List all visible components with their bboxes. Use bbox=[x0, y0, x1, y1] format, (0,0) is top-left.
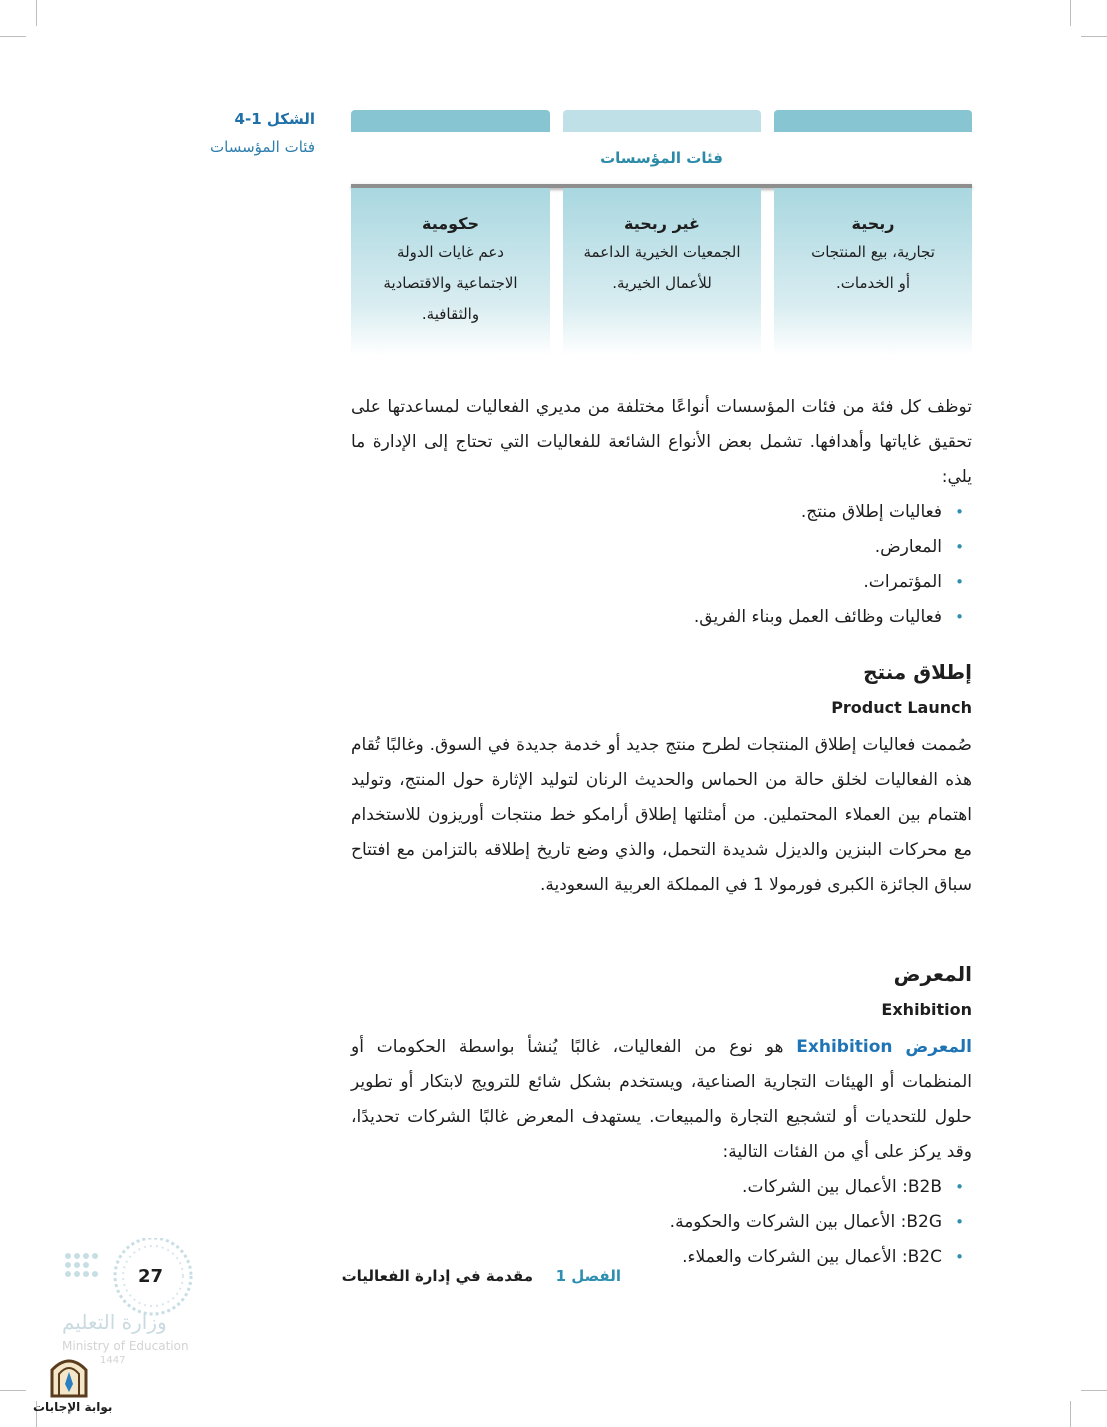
diagram-header-band bbox=[351, 132, 972, 190]
bullet-icon: • bbox=[955, 573, 964, 591]
category-profit bbox=[774, 188, 972, 356]
section-heading-ar: المعرض bbox=[893, 962, 972, 986]
section-heading-en: Exhibition bbox=[881, 1000, 972, 1019]
category-line: تجارية، بيع المنتجات bbox=[811, 243, 935, 261]
category-government bbox=[351, 188, 550, 356]
category-line: أو الخدمات. bbox=[836, 274, 910, 292]
category-line: الجمعيات الخيرية الداعمة bbox=[583, 243, 741, 261]
section-heading-en: Product Launch bbox=[831, 698, 972, 717]
ministry-name-en: Ministry of Education bbox=[62, 1339, 189, 1353]
portal-label: بوابة الإجابات bbox=[33, 1400, 113, 1414]
bullet-icon: • bbox=[955, 608, 964, 626]
figure-caption bbox=[150, 108, 315, 164]
organization-categories-diagram bbox=[351, 110, 972, 360]
list-item: • B2G: الأعمال بين الشركات والحكومة. bbox=[670, 1205, 972, 1240]
list-item: • فعاليات إطلاق منتج. bbox=[694, 495, 972, 530]
list-item: • B2B: الأعمال بين الشركات. bbox=[670, 1170, 972, 1205]
page-number: 27 bbox=[138, 1266, 164, 1287]
crop-mark bbox=[1070, 0, 1071, 26]
ministry-year: 1447 bbox=[100, 1355, 126, 1366]
crop-mark bbox=[36, 0, 37, 26]
category-heading: غير ربحية bbox=[624, 214, 700, 233]
key-term-en: Exhibition bbox=[796, 1037, 893, 1057]
category-line: للأعمال الخيرية. bbox=[612, 274, 712, 292]
category-heading: ربحية bbox=[851, 214, 895, 233]
chapter-title: مقدمة في إدارة الفعاليات bbox=[341, 1267, 533, 1285]
bullet-icon: • bbox=[955, 503, 964, 521]
exhibition-categories-list bbox=[670, 1170, 972, 1275]
exhibition-text: هو نوع من الفعاليات، غالبًا يُنشأ بواسطة الحكومات أو المنظمات أو الهيئات التجارية الصناعية، ويستخدم بشكل شائع للترويج لابتكار أو تطوير حلول للتحديات أو لتشجيع التجارة والمبيعات. يستهدف المعرض غالبًا الشركات تحديدًا، وقد يركز على أي من الفئات التالية: bbox=[351, 1037, 972, 1162]
intro-paragraph: توظف كل فئة من فئات المؤسسات أنواعًا مختلفة من مديري الفعاليات لمساعدتها على تحقيق غاياتها وأهدافها. تشمل بعض الأنواع الشائعة للفعاليات التي تحتاج إلى الإدارة ما يلي: bbox=[351, 397, 972, 487]
chapter-label: الفصل 1 bbox=[555, 1267, 621, 1285]
category-line: دعم غايات الدولة bbox=[397, 243, 504, 261]
portal-logo-icon bbox=[48, 1350, 90, 1398]
category-line: الاجتماعية والاقتصادية bbox=[383, 274, 518, 292]
crop-mark bbox=[1081, 36, 1107, 37]
list-item: • فعاليات وظائف العمل وبناء الفريق. bbox=[694, 600, 972, 635]
crop-mark bbox=[0, 36, 26, 37]
bullet-icon: • bbox=[955, 538, 964, 556]
bullet-icon: • bbox=[955, 1213, 964, 1231]
crop-mark bbox=[1081, 1390, 1107, 1391]
bullet-icon: • bbox=[955, 1178, 964, 1196]
figure-title: فئات المؤسسات bbox=[210, 138, 315, 156]
list-item: • B2C: الأعمال بين الشركات والعملاء. bbox=[670, 1240, 972, 1275]
section-heading-ar: إطلاق منتج bbox=[863, 660, 972, 684]
event-types-list bbox=[694, 495, 972, 635]
diagram-tab bbox=[774, 110, 972, 132]
ministry-name-ar: وزارة التعليم bbox=[62, 1310, 167, 1334]
exhibition-paragraph bbox=[351, 1030, 972, 1170]
key-term-ar: المعرض bbox=[905, 1037, 973, 1057]
product-launch-paragraph: صُممت فعاليات إطلاق المنتجات لطرح منتج جديد أو خدمة جديدة في السوق. وغالبًا تُقام هذه الفعاليات لخلق حالة من الحماس والحديث الرنان لتوليد الإثارة حول المنتج، وتوليد اهتمام بين العملاء المحتملين. من أمثلتها إطلاق أرامكو خط منتجات أوريزون للاستخدام مع محركات البنزين والديزل شديدة التحمل، والذي وضع تاريخ إطلاقه بالتزامن مع افتتاح سباق الجائزة الكبرى فورمولا 1 في المملكة العربية السعودية. bbox=[351, 735, 972, 895]
list-item: • المعارض. bbox=[694, 530, 972, 565]
category-line: والثقافية. bbox=[421, 305, 480, 323]
category-heading: حكومية bbox=[421, 214, 479, 233]
diagram-title: فئات المؤسسات bbox=[600, 149, 723, 167]
category-nonprofit bbox=[563, 188, 761, 356]
diagram-tab bbox=[563, 110, 761, 132]
figure-number: الشكل 1-4 bbox=[234, 110, 315, 128]
crop-mark bbox=[1070, 1401, 1071, 1427]
list-item: • المؤتمرات. bbox=[694, 565, 972, 600]
crop-mark bbox=[0, 1390, 26, 1391]
diagram-tab bbox=[351, 110, 550, 132]
bullet-icon: • bbox=[955, 1248, 964, 1266]
